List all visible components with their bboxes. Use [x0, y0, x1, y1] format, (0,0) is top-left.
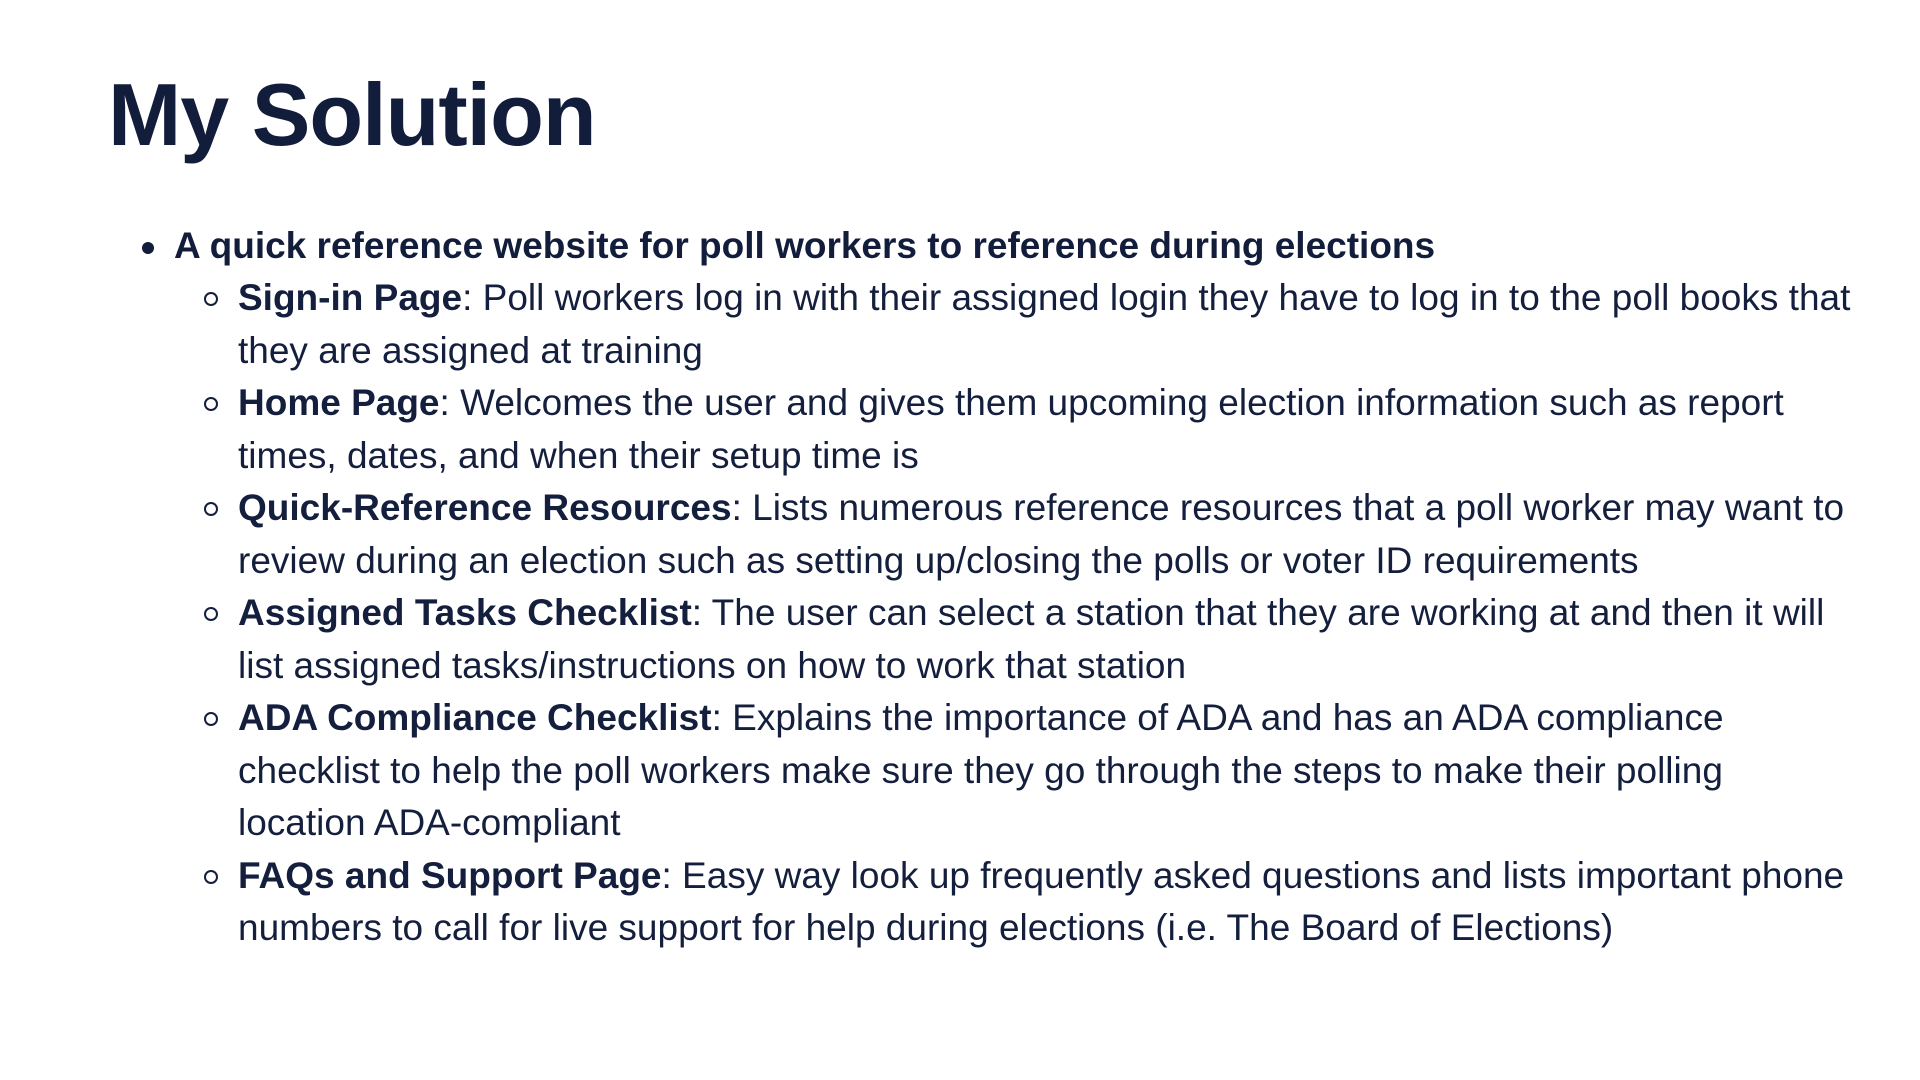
sub-bullet-faqs-and-support-page: [138, 850, 1858, 955]
sub-bullet-list: [138, 272, 1851, 955]
sub-bullet-term: Home Page: [238, 382, 440, 423]
sub-bullet-term: ADA Compliance Checklist: [238, 697, 712, 738]
bullet-ring-icon: [204, 397, 218, 411]
sub-bullet-home-page: [138, 377, 1858, 482]
bullet-ring-icon: [204, 712, 218, 726]
sub-bullet-description: Explains the importance of ADA and has an ADA compliance checklist to help the poll workers make sure they go through the steps to make their polling location ADA-compliant: [238, 697, 1724, 843]
main-bullet: [138, 220, 1828, 272]
sub-bullet-term: Assigned Tasks Checklist: [238, 592, 692, 633]
sub-bullet-description: Welcomes the user and gives them upcoming election information such as report times, dates, and when their setup time is: [238, 382, 1784, 476]
main-bullet-text: A quick reference website for poll workers to reference during elections: [174, 225, 1436, 266]
bullet-ring-icon: [204, 292, 218, 306]
page-title: My Solution: [108, 65, 596, 164]
sub-bullet-separator: :: [661, 854, 672, 896]
sub-bullet-term: Sign-in Page: [238, 277, 463, 318]
sub-bullet-sign-in-page: [138, 272, 1858, 377]
sub-bullet-term: FAQs and Support Page: [238, 854, 662, 896]
sub-bullet-separator: :: [439, 382, 450, 423]
bullet-list: [138, 220, 1851, 955]
bullet-ring-icon: [204, 870, 218, 884]
bullet-dot-icon: [142, 242, 154, 254]
sub-bullet-term: Quick-Reference Resources: [238, 487, 732, 528]
sub-bullet-description: Poll workers log in with their assigned login they have to log in to the poll books that they are assigned at training: [238, 277, 1851, 371]
sub-bullet-assigned-tasks-checklist: [138, 587, 1858, 692]
sub-bullet-description: The user can select a station that they are working at and then it will list assigned tasks/instructions on how to work that station: [238, 592, 1825, 686]
bullet-ring-icon: [204, 607, 218, 621]
sub-bullet-separator: :: [711, 697, 722, 738]
sub-bullet-separator: :: [731, 487, 742, 528]
sub-bullet-separator: :: [462, 277, 473, 318]
sub-bullet-quick-reference-resources: [138, 482, 1858, 587]
bullet-ring-icon: [204, 502, 218, 516]
sub-bullet-separator: :: [691, 592, 703, 633]
sub-bullet-description: Lists numerous reference resources that a poll worker may want to review during an election such as setting up/closing the polls or voter ID requirements: [238, 487, 1845, 581]
sub-bullet-description: Easy way look up frequently asked questions and lists important phone numbers to call for live support for help during elections (i.e. The Board of Elections): [238, 854, 1845, 948]
sub-bullet-ada-compliance-checklist: [138, 692, 1858, 850]
